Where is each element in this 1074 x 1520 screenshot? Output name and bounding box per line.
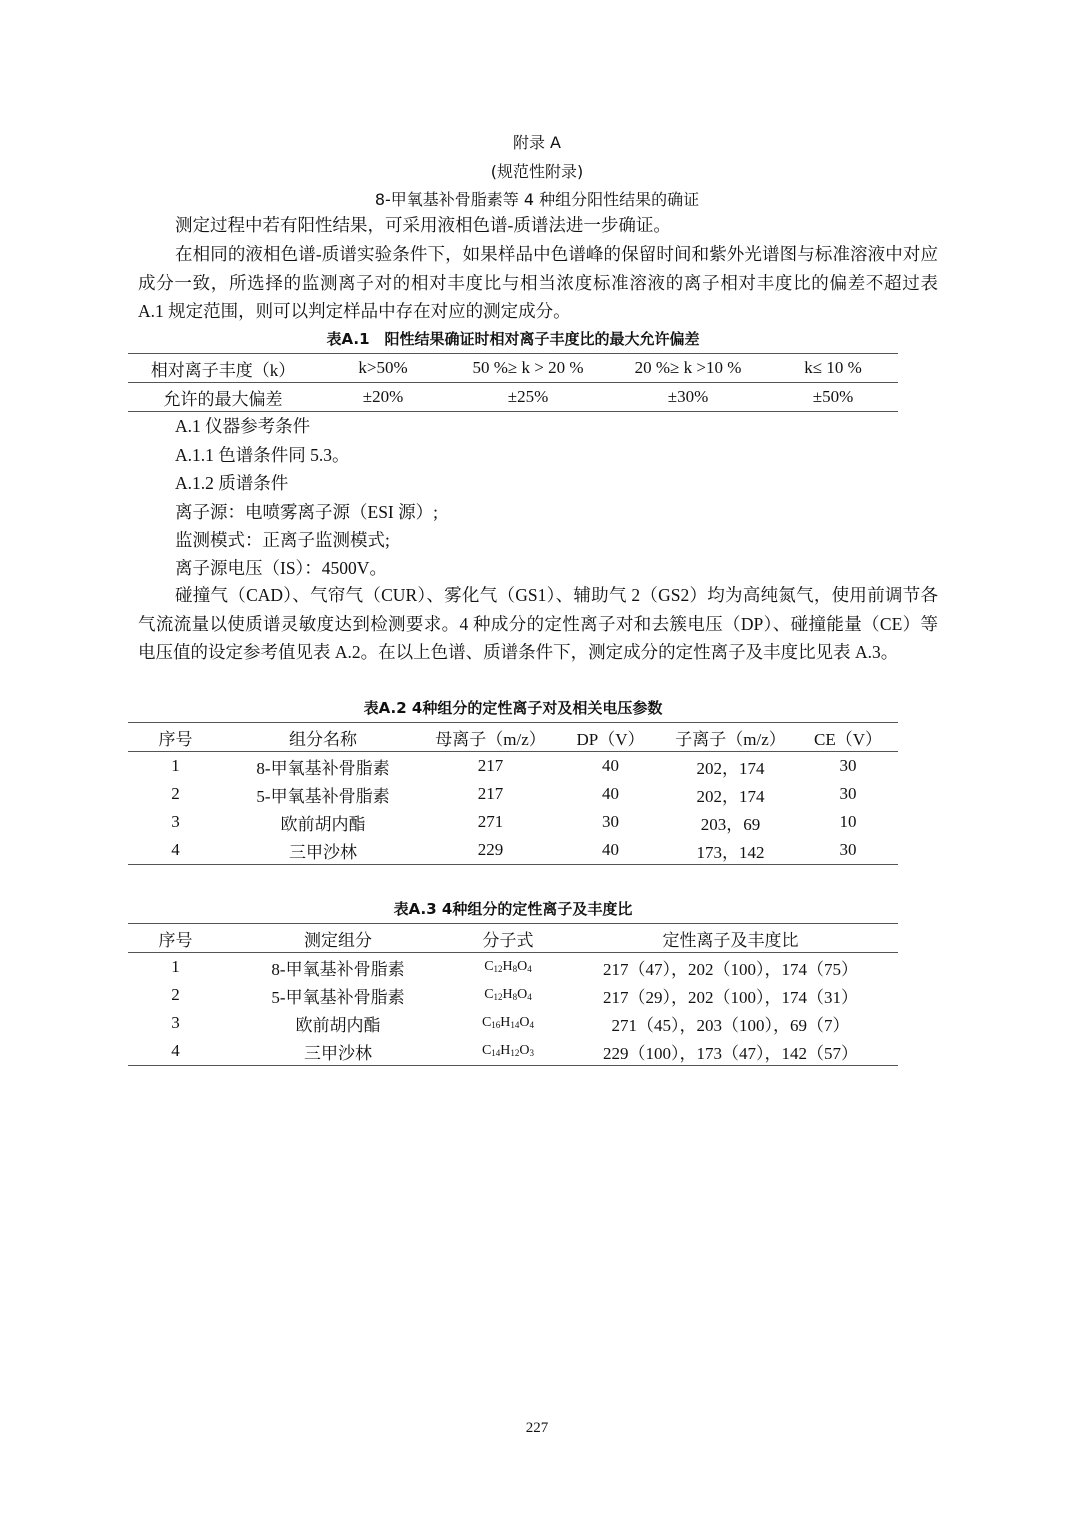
table-a2-caption: 表A.2 4种组分的定性离子对及相关电压参数 [363, 699, 663, 717]
table-cell: k>50% [318, 354, 448, 383]
table-row [128, 383, 898, 412]
table-cell: ±30% [667, 387, 709, 406]
intro-paragraph-1: 测定过程中若有阳性结果，可采用液相色谱-质谱法进一步确证。 [175, 215, 671, 235]
table-cell: 40 [602, 756, 619, 775]
molecular-formula [453, 981, 563, 1009]
formula-count: 12 [493, 964, 503, 974]
table-row [128, 1037, 898, 1066]
section-a1-1: A.1.1 色谱条件同 5.3。 [175, 445, 350, 465]
formula-count: 12 [510, 1048, 520, 1058]
row-number: 3 [171, 1013, 180, 1032]
component-name: 8-甲氧基补骨脂素 [271, 959, 405, 979]
column-header: 序号 [128, 723, 223, 752]
intro-paragraph-2: 在相同的液相色谱-质谱实验条件下，如果样品中色谱峰的保留时间和紫外光谱图与标准溶液中对应成分一致，所选择的监测离子对的相对丰度比与相当浓度标准溶液的离子相对丰度比的偏差不超过表 A.1 规定范围，则可以判定样品中存在对应的测定成分。 [138, 244, 938, 321]
table-header-row [128, 723, 898, 752]
column-header: 定性离子及丰度比 [563, 924, 898, 953]
ion-ratios: 271（45），203（100），69（7） [611, 1015, 850, 1035]
table-cell: 202，174 [696, 758, 765, 778]
table-a3-caption: 表A.3 4种组分的定性离子及丰度比 [393, 900, 633, 918]
formula-count: 4 [527, 992, 532, 1002]
table-cell: 三甲沙林 [289, 842, 357, 862]
table-row [128, 981, 898, 1009]
table-cell: ±25% [507, 387, 549, 406]
table-cell: 40 [602, 840, 619, 859]
table-cell: 217 [477, 756, 504, 775]
formula-element: O [519, 1015, 530, 1030]
formula-count: 16 [491, 1020, 501, 1030]
formula-element: H [502, 959, 513, 974]
table-cell: 30 [839, 756, 857, 775]
page-number: 227 [525, 1420, 549, 1436]
section-a1: A.1 仪器参考条件 [175, 416, 311, 436]
appendix-heading: 8-甲氧基补骨脂素等 4 种组分阳性结果的确证 [374, 190, 700, 209]
formula-count: 4 [529, 1020, 535, 1030]
table-cell: 允许的最大偏差 [163, 389, 283, 409]
table-row [128, 836, 898, 865]
table-row [128, 808, 898, 836]
table-cell: 271 [477, 812, 504, 831]
column-header: DP（V） [558, 723, 663, 752]
table-cell: ±50% [812, 387, 854, 406]
ion-ratios: 217（47），202（100），174（75） [603, 959, 858, 979]
column-header: 组分名称 [223, 723, 423, 752]
formula-element: C [484, 987, 494, 1002]
table-cell: 30 [839, 784, 857, 803]
table-cell: 10 [839, 812, 857, 831]
formula-count: 8 [512, 964, 518, 974]
table-cell: 4 [171, 840, 180, 859]
table-cell: 50 %≥ k > 20 % [448, 354, 608, 383]
formula-element: O [517, 987, 528, 1002]
column-header: 子离子（m/z） [663, 723, 798, 752]
table-cell: 相对离子丰度（k） [128, 354, 318, 383]
formula-element: H [500, 1015, 511, 1030]
column-header: 母离子（m/z） [423, 723, 558, 752]
row-number: 4 [171, 1041, 180, 1060]
table-row [128, 953, 898, 982]
formula-count: 12 [493, 992, 503, 1002]
table-cell: 40 [602, 784, 619, 803]
column-header: CE（V） [798, 723, 898, 752]
table-cell: 229 [477, 840, 504, 859]
ion-voltage-line: 离子源电压（IS）：4500V。 [175, 558, 387, 578]
component-name: 5-甲氧基补骨脂素 [271, 987, 405, 1007]
table-row [128, 780, 898, 808]
formula-element: C [484, 959, 494, 974]
appendix-subtitle: (规范性附录) [490, 162, 584, 181]
monitor-mode-line: 监测模式：正离子监测模式; [175, 530, 390, 550]
table-row [128, 1009, 898, 1037]
table-cell: ±20% [362, 387, 404, 406]
table-a3 [128, 923, 898, 1066]
formula-count: 8 [512, 992, 518, 1002]
table-cell: 欧前胡内酯 [280, 814, 366, 834]
formula-element: H [502, 987, 513, 1002]
table-cell: 217 [477, 784, 504, 803]
appendix-title: 附录 A [512, 133, 562, 152]
table-cell: 20 %≥ k >10 % [608, 354, 768, 383]
column-header: 分子式 [453, 924, 563, 953]
row-number: 1 [171, 957, 180, 976]
molecular-formula [453, 1009, 563, 1037]
table-cell: k≤ 10 % [768, 354, 898, 383]
table-row [128, 752, 898, 781]
table-cell: 202，174 [696, 786, 765, 806]
formula-count: 4 [527, 964, 532, 974]
formula-count: 3 [529, 1048, 535, 1058]
formula-count: 14 [510, 1020, 520, 1030]
table-cell: 8-甲氧基补骨脂素 [256, 758, 390, 778]
formula-element: O [517, 959, 528, 974]
formula-count: 14 [491, 1048, 501, 1058]
table-header-row [128, 924, 898, 953]
ion-ratios: 229（100），173（47），142（57） [603, 1043, 858, 1063]
table-a2 [128, 722, 898, 865]
section-a1-2: A.1.2 质谱条件 [175, 473, 289, 493]
table-cell: 30 [602, 812, 619, 831]
molecular-formula [453, 1037, 563, 1066]
table-cell: 5-甲氧基补骨脂素 [256, 786, 390, 806]
formula-element: C [481, 1015, 492, 1030]
table-cell: 3 [171, 812, 180, 831]
formula-element: H [500, 1043, 511, 1058]
column-header: 序号 [128, 924, 223, 953]
component-name: 三甲沙林 [304, 1043, 372, 1063]
table-a1-caption: 表A.1 阳性结果确证时相对离子丰度比的最大允许偏差 [326, 330, 700, 348]
table-cell: 173，142 [696, 842, 765, 862]
column-header: 测定组分 [223, 924, 453, 953]
molecular-formula [453, 953, 563, 982]
table-a1 [128, 353, 898, 412]
gas-paragraph: 碰撞气（CAD）、气帘气（CUR）、雾化气（GS1）、辅助气 2（GS2）均为高纯氮气，使用前调节各气流流量以使质谱灵敏度达到检测要求。4 种成分的定性离子对和去簇电压（DP）、碰撞能量（CE）等电压值的设定参考值见表 A.2。在以上色谱、质谱条件下，测定成分的定性离子及丰度比见表 A.3。 [138, 585, 938, 662]
table-cell: 1 [171, 756, 180, 775]
formula-element: O [519, 1043, 530, 1058]
ion-ratios: 217（29），202（100），174（31） [603, 987, 858, 1007]
table-cell: 203，69 [700, 814, 761, 834]
ion-source-line: 离子源：电喷雾离子源（ESI 源）; [175, 502, 438, 522]
row-number: 2 [171, 985, 180, 1004]
formula-element: C [481, 1043, 492, 1058]
table-row [128, 354, 898, 383]
component-name: 欧前胡内酯 [295, 1015, 381, 1035]
table-cell: 30 [839, 840, 857, 859]
table-cell: 2 [171, 784, 180, 803]
